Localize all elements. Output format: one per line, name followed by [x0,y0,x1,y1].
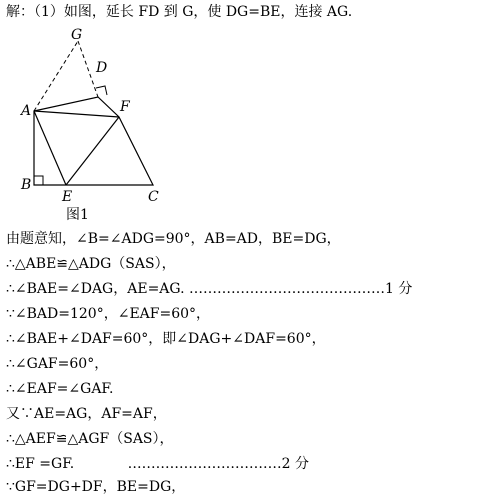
geometry-figure [16,24,186,224]
segment-ae [34,111,66,185]
label-c: C [148,189,159,205]
proof-line: ∴△AEF≌△AGF（SAS）， [6,431,174,447]
label-a: A [21,103,32,119]
label-d: D [96,60,108,76]
dashed-gd [78,41,98,97]
proof-line: ∴∠GAF=60°， [6,356,109,372]
proof-line: ∴△ABE≌△ADG（SAS）， [6,256,176,272]
label-e: E [62,189,73,205]
proof-line: ∴EF =GF. ……………………………2 分 [6,456,309,472]
label-f: F [120,99,130,115]
dashed-ag [34,41,78,111]
solution-intro: 解：（1）如图，延长 FD 到 G，使 DG=BE，连接 AG. [6,4,353,20]
right-angle-d [96,86,107,95]
quadrilateral-abcd [34,97,153,185]
proof-line: ∴∠EAF=∠GAF. [6,381,114,397]
right-angle-b [34,176,43,185]
proof-line: 由题意知，∠B=∠ADG=90°，AB=AD，BE=DG， [6,231,341,247]
proof-line: 又∵AE=AG，AF=AF， [6,406,167,422]
proof-line: ∴∠BAE=∠DAG，AE=AG. ……………………………………1 分 [6,281,413,297]
proof-line: ∵∠BAD=120°，∠EAF=60°， [6,306,211,322]
label-b: B [21,177,32,193]
proof-line: ∴∠BAE+∠DAF=60°，即∠DAG+∠DAF=60°， [6,331,326,347]
proof-line: ∵GF=DG+DF，BE=DG， [6,479,186,495]
label-g: G [71,27,83,43]
segment-ef [66,117,119,185]
segment-af [34,111,119,117]
figure-caption: 图1 [66,207,89,223]
